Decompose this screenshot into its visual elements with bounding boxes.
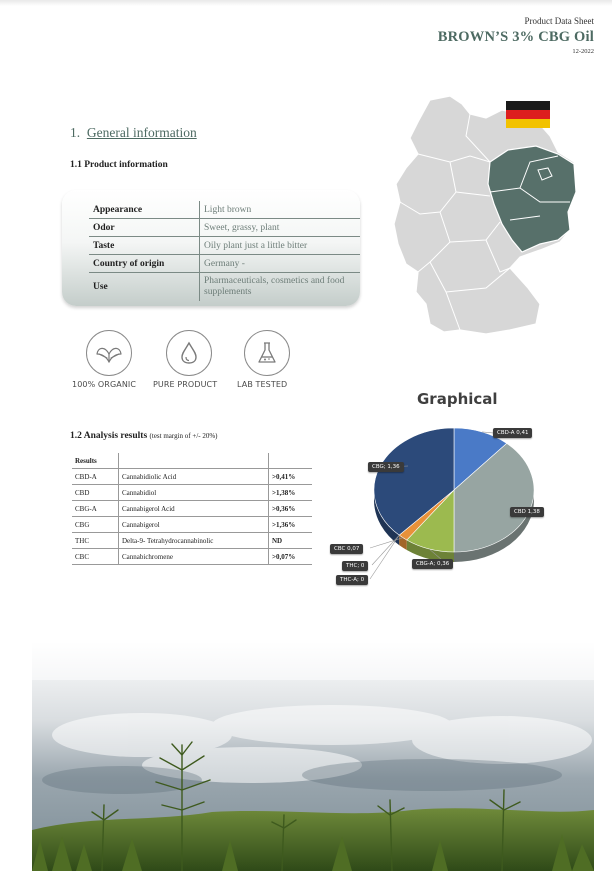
compound-value: >1,36% [269, 517, 313, 533]
compound-code: THC [72, 533, 119, 549]
table-row [72, 485, 312, 501]
analysis-note: (test margin of +/- 20%) [149, 432, 218, 440]
section-number: 1. [70, 125, 81, 140]
info-label: Use [93, 281, 108, 292]
compound-value: >1,38% [269, 485, 313, 501]
pure-product-label: PURE PRODUCT [153, 380, 218, 389]
graph-title: Graphical [417, 390, 498, 408]
analysis-heading [70, 431, 218, 441]
pure-product-badge [166, 330, 212, 376]
hemp-field-photo [32, 640, 594, 871]
info-row [89, 237, 360, 255]
compound-code: CBD-A [72, 469, 119, 485]
info-value: Sweet, grassy, plant [200, 219, 361, 237]
label-thc: THC; 0 [342, 561, 368, 571]
analysis-header-row [72, 453, 312, 469]
compound-value: ND [269, 533, 313, 549]
compound-name: Delta-9- Tetrahydrocannabinolic [119, 533, 269, 549]
info-value: Light brown [200, 201, 361, 219]
product-info-card [62, 190, 360, 306]
info-row [89, 255, 360, 273]
pie-chart [330, 420, 610, 600]
organic-badge [86, 330, 132, 376]
info-label: Taste [89, 237, 200, 255]
pie-chart-svg [330, 420, 610, 600]
compound-name: Cannabigerol [119, 517, 269, 533]
compound-name: Cannabigerol Acid [119, 501, 269, 517]
compound-code: CBC [72, 549, 119, 565]
lab-tested-label: LAB TESTED [237, 380, 288, 389]
compound-name: Cannabidiol [119, 485, 269, 501]
empty-header [269, 453, 313, 469]
compound-name: Cannabichromene [119, 549, 269, 565]
results-header: Results [72, 453, 119, 469]
label-cbg-a: CBG-A; 0,36 [412, 559, 453, 569]
label-cbc: CBC 0,07 [330, 544, 363, 554]
info-label: Country of origin [89, 255, 200, 273]
document-date: 12-2022 [572, 48, 594, 55]
leader-line-thc-a [370, 535, 399, 579]
lab-tested-badge [244, 330, 290, 376]
page-top-shade [0, 0, 612, 6]
flask-icon [255, 340, 279, 366]
info-value: Germany - [200, 255, 361, 273]
compound-code: CBG [72, 517, 119, 533]
table-row [72, 517, 312, 533]
compound-value: >0,36% [269, 501, 313, 517]
label-cbg: CBG; 1,36 [368, 462, 404, 472]
table-row [72, 549, 312, 565]
document-type: Product Data Sheet [524, 16, 594, 26]
compound-code: CBD [72, 485, 119, 501]
info-value: Pharmaceuticals, cosmetics and food supplements [200, 273, 361, 302]
compound-code: CBG-A [72, 501, 119, 517]
product-title: BROWN’S 3% CBG Oil [437, 29, 594, 45]
organic-label: 100% ORGANIC [72, 380, 137, 389]
info-label: Appearance [89, 201, 200, 219]
drop-icon [178, 341, 200, 365]
section-title [70, 125, 197, 141]
table-row [72, 533, 312, 549]
product-info-heading: 1.1 Product information [70, 160, 168, 170]
compound-name: Cannabidiolic Acid [119, 469, 269, 485]
germany-flag [506, 101, 550, 128]
leaves-icon [95, 342, 123, 364]
compound-value: >0,41% [269, 469, 313, 485]
info-label: Odor [89, 219, 200, 237]
analysis-table [72, 453, 312, 565]
document-header [438, 16, 594, 55]
label-cbd: CBD 1,38 [510, 507, 544, 517]
empty-header [119, 453, 269, 469]
info-value: Oily plant just a little bitter [200, 237, 361, 255]
product-info-table [89, 201, 360, 301]
leader-line-thc [372, 535, 399, 565]
label-thc-a: THC-A; 0 [336, 575, 368, 585]
info-row [89, 273, 360, 302]
table-row [72, 501, 312, 517]
germany-map [390, 92, 580, 337]
table-row [72, 469, 312, 485]
compound-value: >0,07% [269, 549, 313, 565]
info-row [89, 201, 360, 219]
section-title-text: General information [86, 125, 197, 140]
info-row [89, 219, 360, 237]
label-cbd-a: CBD-A 0,41 [493, 428, 532, 438]
analysis-heading-text: 1.2 Analysis results [70, 431, 148, 441]
